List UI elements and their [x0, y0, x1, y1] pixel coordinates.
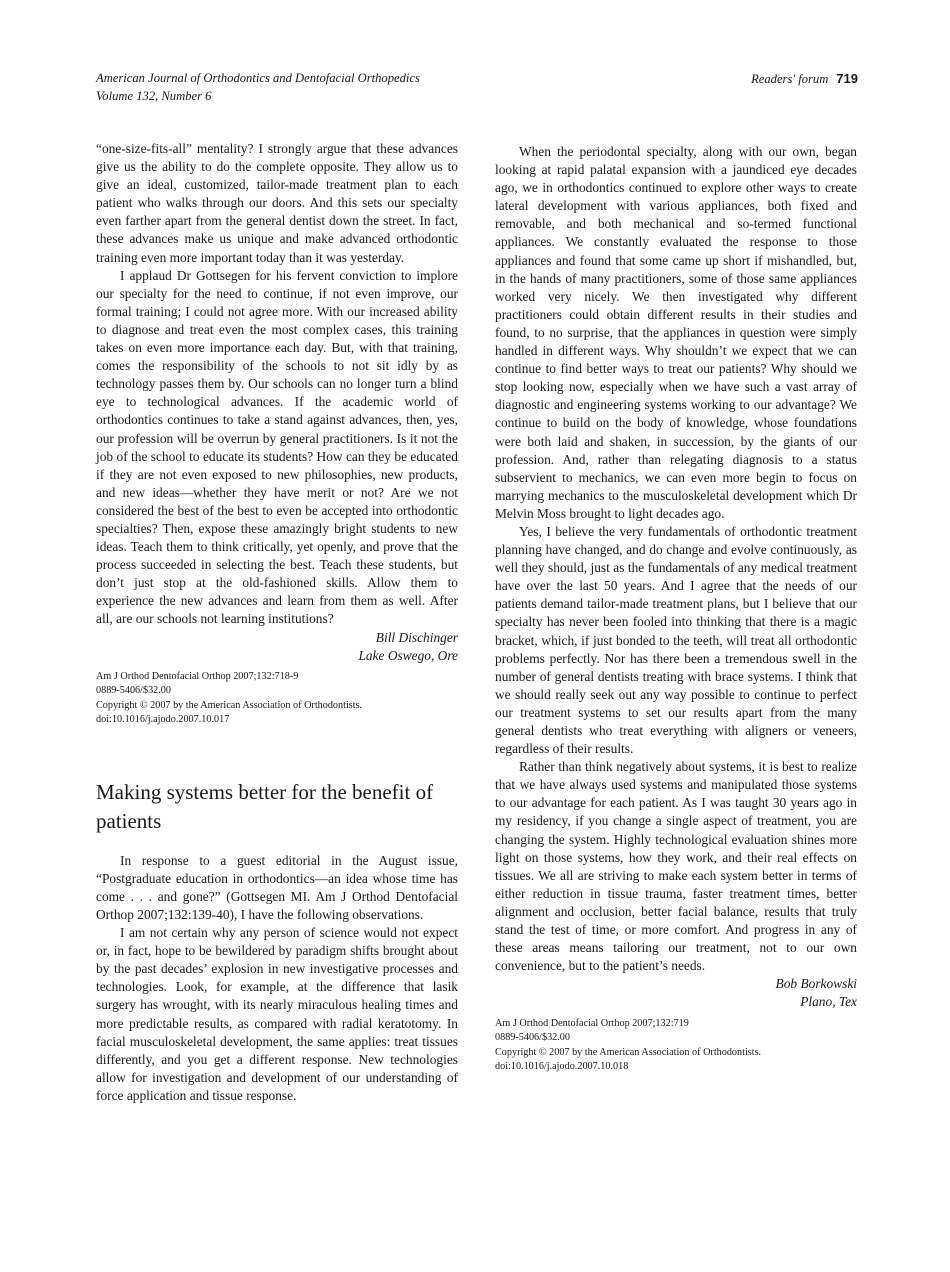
letter1-price: 0889-5406/$32.00: [96, 685, 171, 697]
running-head: [96, 70, 858, 105]
letter2-price: 0889-5406/$32.00: [495, 1032, 570, 1043]
letter1-citation: Am J Orthod Dentofacial Orthop 2007;132:718-9: [96, 670, 299, 682]
article-title: Making systems better for the benefit of patients: [96, 779, 434, 833]
journal-title: [96, 70, 858, 105]
right-column: [495, 143, 857, 1075]
letter2-paragraph-4: Yes, I believe the very fundamentals of orthodontic treatment planning have changed, and do change and evolve continuously, as well they should, just as the fundamentals of any medical treatment have over the last 50 years. And I agree that the needs of our patients demand tailor-made treatment plans, but I believe that our specialty has never been fooled into thinking that there is a magic bracket, which, if just bonded to the teeth, will treat all orthodontic problems perfectly. Nor has there been a tremendous swell in the number of general dentists treating with brace systems. I think that we should really seek out any way possible to continue to perfect our treatment systems to set our results apart from the many general dentists who treat everything with aligners or veneers, regardless of their results.: [495, 523, 857, 757]
letter2-author: Bob Borkowski: [775, 976, 857, 992]
letter2-citation: Am J Orthod Dentofacial Orthop 2007;132:719: [495, 1017, 689, 1029]
journal-volume: Volume 132, Number 6: [96, 88, 212, 103]
letter2-location: Plano, Tex: [800, 994, 857, 1010]
letter1-doi: doi:10.1016/j.ajodo.2007.10.017: [96, 714, 230, 726]
letter2-citation-block: [495, 1017, 857, 1075]
letter2-paragraph-2: I am not certain why any person of science would not expect or, in fact, hope to be bewildered by paradigm shifts brought about by the past decades’ explosion in new investigative processes and technologies. Look, for example, at the difference that lasik surgery has wrought, with its nearly miraculous healing times and more predictable results, as compared with radial keratotomy. In facial musculoskeletal development, the same applies: treat tissues differently, and you get a different response. New technologies allow for investigation and development of our understanding of force application and tissue response.: [96, 925, 458, 1103]
letter1-copyright: Copyright © 2007 by the American Association of Orthodontists.: [96, 699, 363, 711]
letter1-citation-block: [96, 670, 458, 728]
page-number: 719: [836, 71, 858, 86]
letter1-paragraph-1: “one-size-fits-all” mentality? I strongly argue that these advances give us the ability to do the complete opposite. They allow us to give an ideal, customized, tailor-made treatment plan to each patient who walks through our doors. And this sets our specialty even farther apart from the general dentist down the street. In fact, these advances make us unique and make advanced orthodontic training even more important today than it was yesterday.: [96, 141, 458, 265]
journal-name: American Journal of Orthodontics and Dentofacial Orthopedics: [96, 71, 420, 85]
letter2-paragraph-1: In response to a guest editorial in the August issue, “Postgraduate education in orthodontics—an idea whose time has come . . . and gone?” (Gottsegen MI. Am J Orthod Dentofacial Orthop 2007;132:139-40), I have the following observations.: [96, 852, 458, 922]
page-label: [751, 70, 858, 89]
letter2-doi: doi:10.1016/j.ajodo.2007.10.018: [495, 1061, 629, 1072]
section-name: Readers' forum: [751, 72, 829, 86]
letter1-author: Bill Dischinger: [375, 629, 458, 645]
letter2-copyright: Copyright © 2007 by the American Association of Orthodontists.: [495, 1046, 762, 1058]
letter2-paragraph-3: When the periodontal specialty, along with our own, began looking at rapid palatal expansion with a jaundiced eye decades ago, we in orthodontics continued to explore other ways to create lateral development with various appliances, both fixed and removable, and both mechanical and so-termed functional appliances. We constantly evaluated the response to those appliances and found that some came up short if mishandled, but, in the hands of many practitioners, some of those same appliances worked very nicely. We then investigated why different practitioners could obtain different results in their studies and found, to no surprise, that the appliances in question were simply handled in different ways. Why shouldn’t we expect that we can continue to find better ways to treat our patients? Why should we stop looking now, especially when we have such a vast array of diagnostic and engineering systems working to our advantage? We continue to build on the body of knowledge, whose foundations were both laid and shaken, in succession, by the giants of our profession. And, rather than relegating diagnosis to a status subservient to mechanics, we can even more begin to focus on marrying mechanics to the musculoskeletal development which Dr Melvin Moss brought to light decades ago.: [495, 144, 857, 521]
letter1-location: Lake Oswego, Ore: [358, 647, 458, 663]
letter1-paragraph-2: I applaud Dr Gottsegen for his fervent conviction to implore our specialty for the need to continue, if not even improve, our formal training; I could not agree more. With our increased ability to diagnose and treat even the most complex cases, this training takes on even more importance each day. But, with that training, comes the responsibility of the schools to not sit idly by as technology passes them by. Our schools can no longer turn a blind eye to technological advances. If the academic world of orthodontics continues to take a stand against advances, then, yes, our profession will be overrun by general practitioners. Is it not the job of the school to educate its students? How can they be educated if they are not even exposed to new philosophies, new products, and new ideas—whether they have merit or not? Are we not considered the best of the best to even be accepted into orthodontic specialties? Then, expose these amazingly bright students to new ideas. Teach them to think critically, yet openly, and prove that the process succeeded in selecting the best. Teach these students, but don’t just stop at the old-fashioned skills. Allow them to experience the new advances and learn from them as well. After all, are our schools not learning institutions?: [96, 267, 458, 627]
left-column: [96, 140, 458, 1105]
letter2-paragraph-5: Rather than think negatively about systems, it is best to realize that we have always used systems and manipulated those systems to our advantage for each patient. As I was taught 30 years ago in my residency, if you change a single aspect of treatment, you are changing the system. Highly technological evaluation shines more light on those systems, how they work, and their real effects on tissues. We all are striving to make each system better in terms of either reduction in tissue trauma, faster treatment times, better alignment and occlusion, better facial balance, results that truly stand the test of time, or more comfort. And progress in any of these areas means tailoring our treatment, not to our own convenience, but to the patient’s needs.: [495, 759, 857, 974]
